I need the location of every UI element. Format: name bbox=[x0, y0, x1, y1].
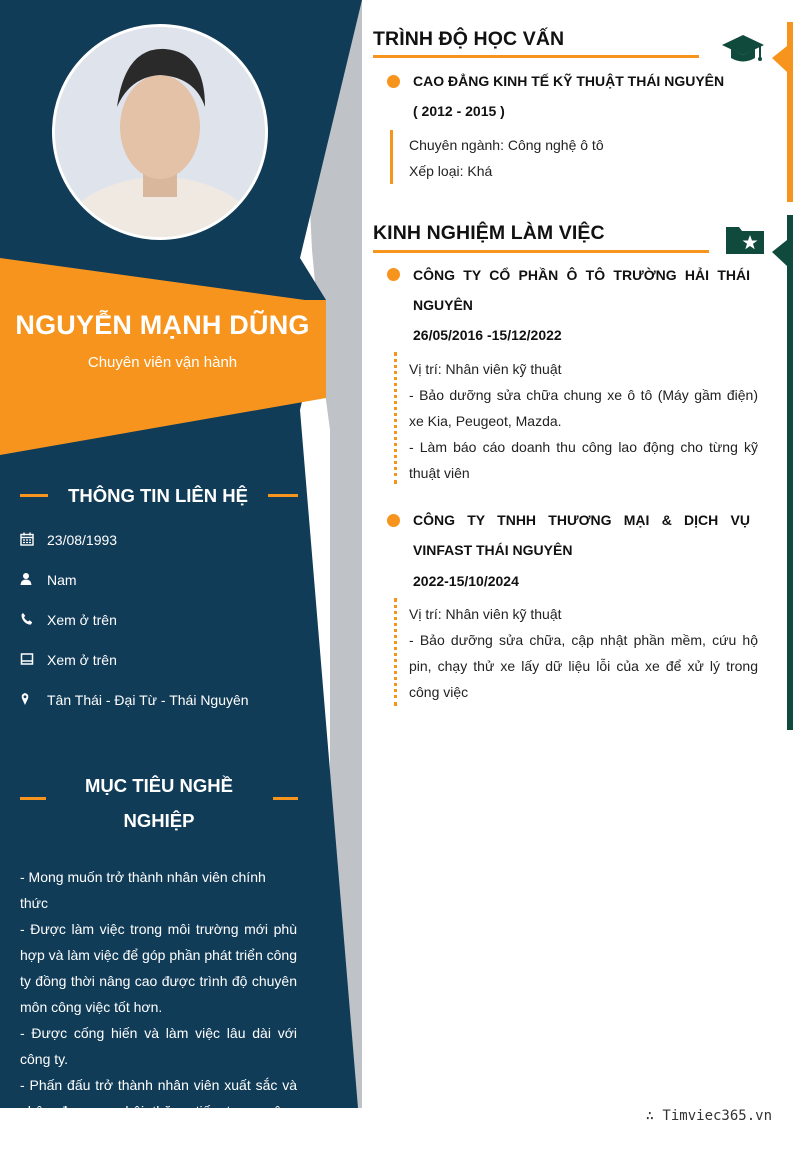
address-value: Tân Thái - Đại Từ - Thái Nguyên bbox=[47, 692, 249, 708]
timeline-dot bbox=[387, 75, 400, 88]
job-task: - Làm báo cáo doanh thu công lao động cho từng kỹ thuật viên bbox=[409, 439, 758, 481]
contact-address bbox=[20, 688, 310, 712]
job-task: - Bảo dưỡng sửa chữa, cập nhật phần mềm, cứu hộ pin, chạy thử xe lấy dữ liệu lỗi của xe để xử lý trong công việc bbox=[409, 632, 758, 700]
objective-title-line: NGHIỆP bbox=[123, 810, 195, 831]
school-name: CAO ĐẲNG KINH TẾ KỸ THUẬT THÁI NGUYÊN bbox=[413, 73, 725, 89]
job-details bbox=[409, 356, 758, 486]
education-title: TRÌNH ĐỘ HỌC VẤN bbox=[373, 28, 565, 50]
objective-title bbox=[50, 768, 268, 838]
folder-star-icon bbox=[724, 222, 766, 261]
timeline-line bbox=[390, 130, 393, 184]
timeline-dot bbox=[387, 268, 400, 281]
birthday-value: 23/08/1993 bbox=[47, 532, 118, 548]
brand-text: Timviec365.vn bbox=[662, 1108, 772, 1124]
email-value: Xem ở trên bbox=[47, 652, 117, 668]
contact-title: THÔNG TIN LIÊN HỆ bbox=[68, 485, 248, 506]
objective-title-line: MỤC TIÊU NGHỀ bbox=[85, 775, 233, 796]
section-underline bbox=[373, 250, 709, 253]
education-grade: Xếp loại: Khá bbox=[409, 163, 493, 179]
job-company: CÔNG TY TNHH THƯƠNG MẠI & DỊCH VỤ VINFAST THÁI NGUYÊN bbox=[413, 512, 750, 558]
objective-line: - Được cống hiến và làm việc lâu dài với công ty. bbox=[20, 1025, 297, 1067]
objective-line: - Được làm việc trong môi trường mới phù hợp và làm việc để góp phần phát triển công ty đồng thời nâng cao được trình độ chuyên môn công việc tốt hơn. bbox=[20, 921, 297, 1015]
contact-phone bbox=[20, 608, 310, 632]
phone-value: Xem ở trên bbox=[47, 612, 117, 628]
job-period: 26/05/2016 -15/12/2022 bbox=[413, 327, 562, 343]
graduation-cap-icon bbox=[721, 33, 765, 70]
timeline-dotted-line bbox=[394, 352, 397, 484]
objective-line: - Mong muốn trở thành nhân viên chính thức bbox=[20, 869, 266, 911]
contact-email bbox=[20, 648, 310, 672]
contact-birthday bbox=[20, 528, 310, 552]
timeline-dot bbox=[387, 514, 400, 527]
job-position: Vị trí: Nhân viên kỹ thuật bbox=[409, 361, 562, 377]
contact-gender bbox=[20, 568, 310, 592]
candidate-name: NGUYỄN MẠNH DŨNG bbox=[15, 310, 310, 340]
email-icon bbox=[20, 652, 47, 669]
gender-value: Nam bbox=[47, 572, 77, 588]
user-icon bbox=[20, 572, 47, 589]
avatar bbox=[52, 24, 268, 240]
job-company: CÔNG TY CỔ PHẦN Ô TÔ TRƯỜNG HẢI THÁI NGUYÊN bbox=[413, 267, 750, 313]
section-divider bbox=[268, 494, 298, 497]
objective-line: - Phấn đấu trở thành nhân viên xuất sắc và nhận được cơ hội thăng tiến trong công việc. bbox=[20, 1077, 297, 1145]
section-divider bbox=[273, 797, 298, 800]
section-divider bbox=[20, 494, 48, 497]
experience-title: KINH NGHIỆM LÀM VIỆC bbox=[373, 222, 605, 244]
job-position: Vị trí: Nhân viên kỹ thuật bbox=[409, 606, 562, 622]
footer-brand bbox=[646, 1108, 772, 1124]
job-period: 2022-15/10/2024 bbox=[413, 573, 519, 589]
study-period: ( 2012 - 2015 ) bbox=[413, 103, 505, 119]
brand-dots-icon: ∴ bbox=[645, 1108, 663, 1124]
candidate-role: Chuyên viên vận hành bbox=[87, 354, 238, 371]
calendar-icon bbox=[20, 532, 47, 549]
job-task: - Bảo dưỡng sửa chữa chung xe ô tô (Máy gầm điện) xe Kia, Peugeot, Mazda. bbox=[409, 387, 758, 429]
education-major: Chuyên ngành: Công nghệ ô tô bbox=[409, 137, 604, 153]
section-divider bbox=[20, 797, 46, 800]
job-details bbox=[409, 601, 758, 705]
phone-icon bbox=[20, 612, 47, 629]
objective-text bbox=[20, 864, 297, 1150]
section-underline bbox=[373, 55, 699, 58]
timeline-dotted-line bbox=[394, 598, 397, 706]
location-icon bbox=[20, 692, 47, 709]
